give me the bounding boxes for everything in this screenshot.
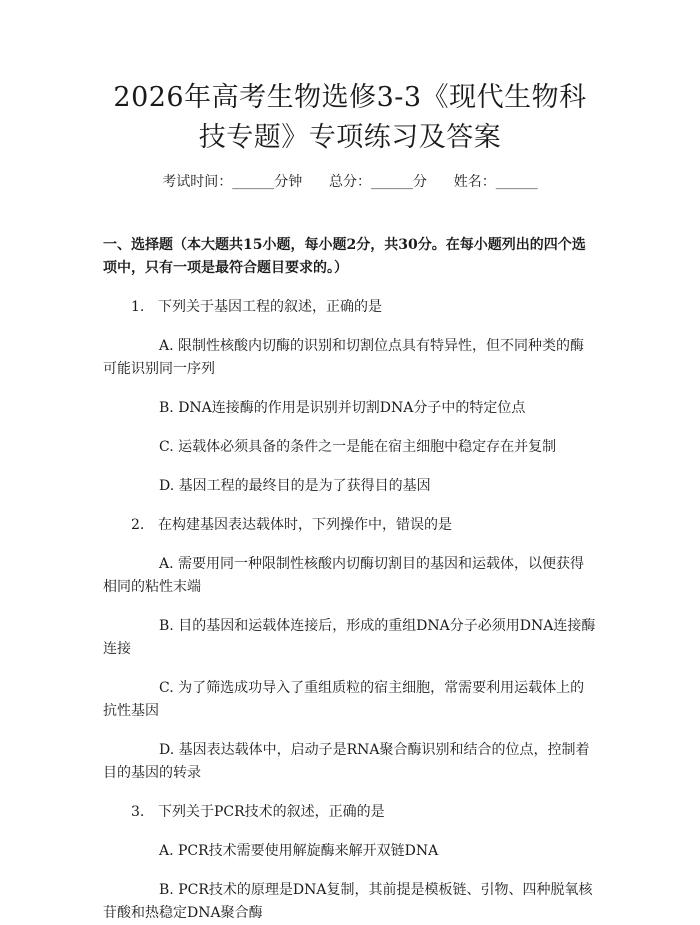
option-c: C. 运载体必须具备的条件之一是能在宿主细胞中稳定存在并复制 xyxy=(159,439,557,455)
option-b: B. 目的基因和运载体连接后，形成的重组DNA分子必须用DNA连接酶连接 xyxy=(103,618,596,657)
option-a: A. 需要用同一种限制性核酸内切酶切割目的基因和运载体，以便获得相同的粘性末端 xyxy=(103,556,585,595)
option-a: A. 限制性核酸内切酶的识别和切割位点具有特异性，但不同种类的酶可能识别同一序列 xyxy=(103,338,585,377)
question-3 xyxy=(103,801,597,925)
question-text: 在构建基因表达载体时，下列操作中，错误的是 xyxy=(158,517,452,533)
question-number: 1. xyxy=(131,299,145,315)
question-stem xyxy=(103,514,597,537)
question-1 xyxy=(103,296,597,498)
question-2 xyxy=(103,514,597,785)
section-heading: 一、选择题（本大题共15小题，每小题2分，共30分。在每小题列出的四个选项中，只有一项是最符合题目要求的。） xyxy=(103,237,586,276)
question-stem xyxy=(103,801,597,824)
option-b: B. DNA连接酶的作用是识别并切割DNA分子中的特定位点 xyxy=(159,400,526,416)
question-number: 3. xyxy=(131,804,145,820)
question-text: 下列关于PCR技术的叙述，正确的是 xyxy=(158,804,385,820)
option-c: C. 为了筛选成功导入了重组质粒的宿主细胞，常需要利用运载体上的抗性基因 xyxy=(103,680,585,719)
option-b: B. PCR技术的原理是DNA复制，其前提是模板链、引物、四种脱氧核苷酸和热稳定DNA聚合酶 xyxy=(103,882,593,921)
question-number: 2. xyxy=(131,517,145,533)
question-stem xyxy=(103,296,597,319)
option-a: A. PCR技术需要使用解旋酶来解开双链DNA xyxy=(159,843,439,859)
document-title: 2026年高考生物选修3-3《现代生物科技专题》专项练习及答案 xyxy=(113,82,587,153)
exam-info-line: 考试时间：______分钟 总分：______分 姓名：______ xyxy=(162,174,538,190)
question-text: 下列关于基因工程的叙述，正确的是 xyxy=(158,299,382,315)
option-d: D. 基因工程的最终目的是为了获得目的基因 xyxy=(159,478,431,494)
option-d: D. 基因表达载体中，启动子是RNA聚合酶识别和结合的位点，控制着目的基因的转录 xyxy=(103,742,590,781)
